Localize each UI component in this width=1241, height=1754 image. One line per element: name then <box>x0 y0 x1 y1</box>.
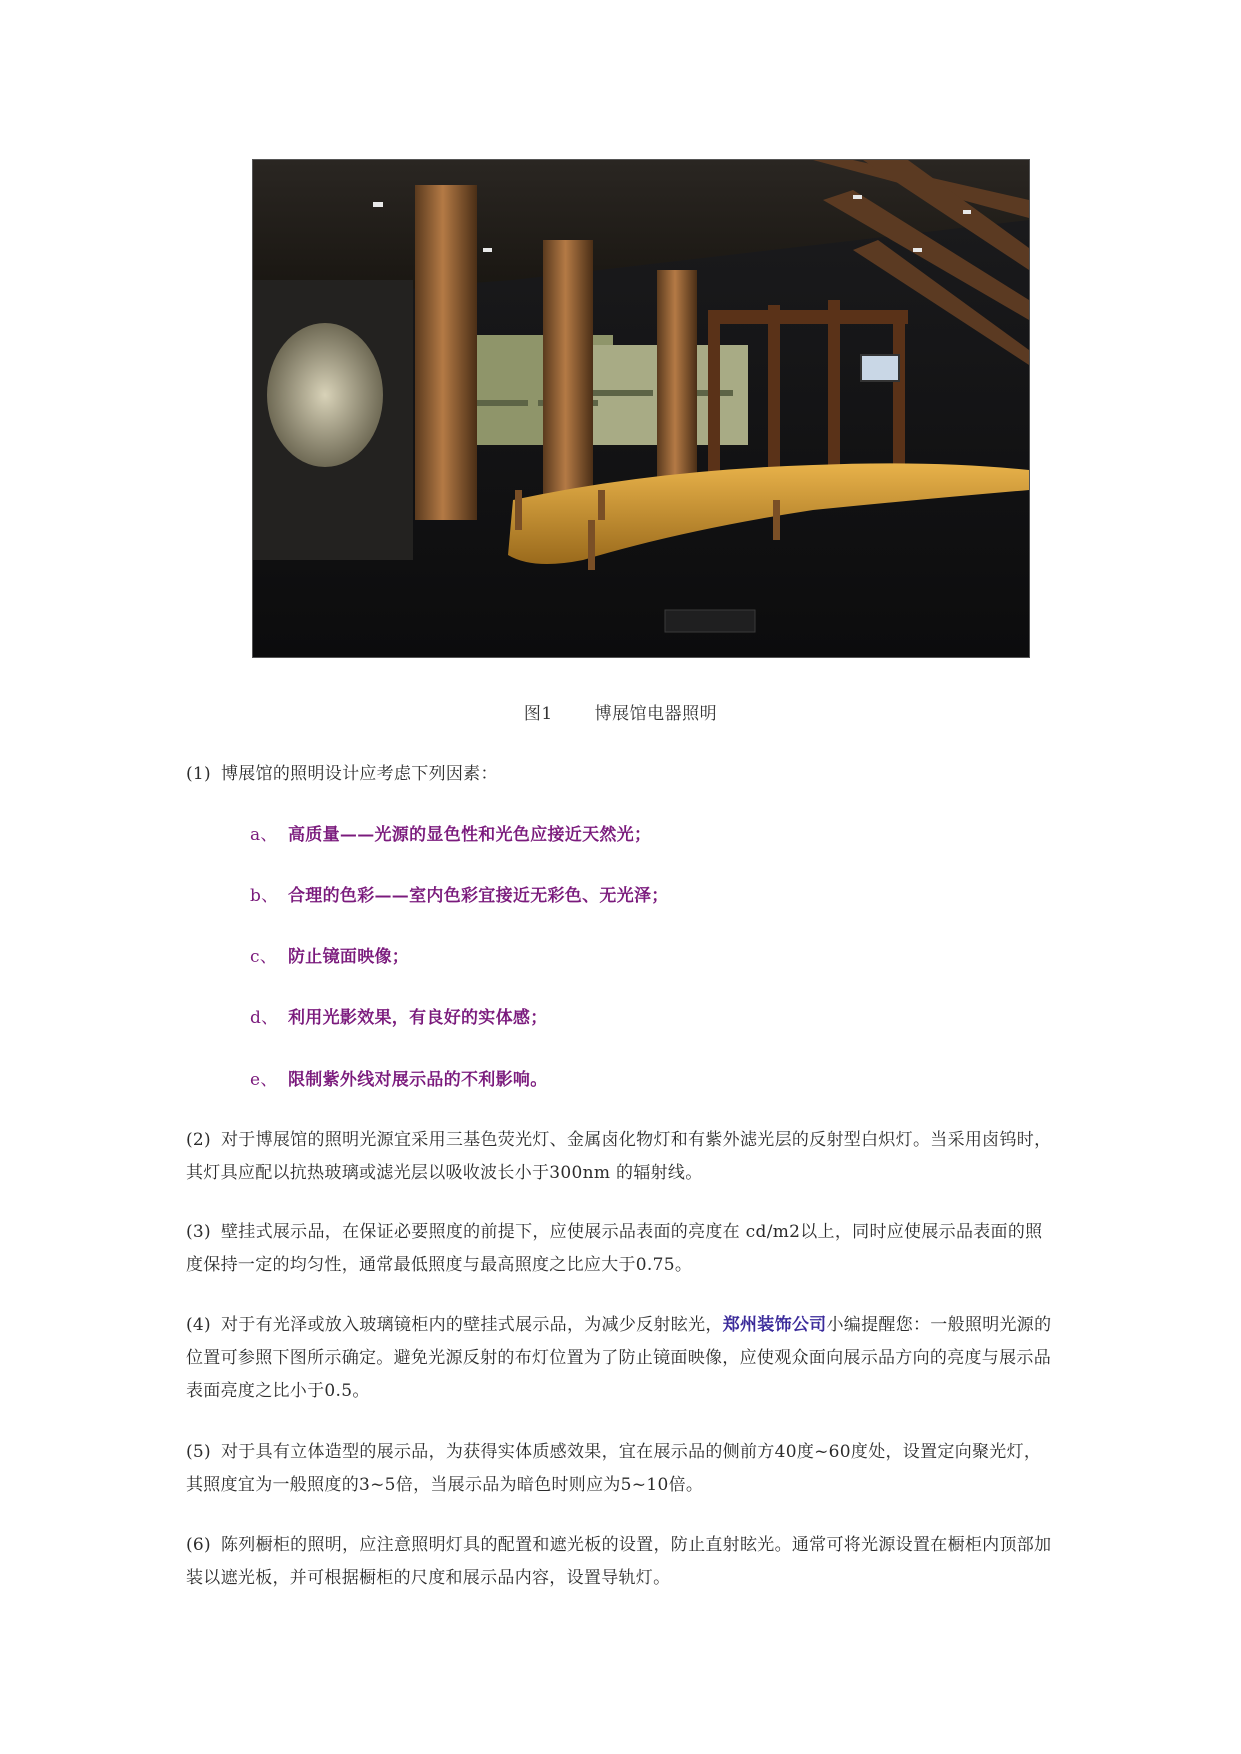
list-marker: b、 <box>250 886 279 906</box>
paragraph-number: (4) <box>186 1315 211 1335</box>
list-item-text: 高质量——光源的显色性和光色应接近天然光； <box>288 825 652 845</box>
paragraph-number: (3) <box>186 1222 211 1242</box>
paragraph-3 <box>186 1216 1056 1282</box>
paragraph-text: 对于具有立体造型的展示品，为获得实体质感效果，宜在展示品的侧前方40度~60度处，设置定向聚光灯，其照度宜为一般照度的3~5倍，当展示品为暗色时则应为5~10倍。 <box>186 1442 1042 1495</box>
paragraph-2 <box>186 1124 1056 1190</box>
paragraph-number: (1) <box>186 764 211 784</box>
list-marker: e、 <box>250 1070 278 1090</box>
paragraph-text-after-link: 小编提醒您：一般照明光源的位置可参照下图所示确定。避免光源反射的布灯位置为了防止镜面映像，应使观众面向展示品方向的亮度与展示品表面亮度之比小于0.5。 <box>186 1315 1052 1401</box>
museum-photo <box>252 159 1030 658</box>
list-item-text: 利用光影效果，有良好的实体感； <box>288 1008 548 1028</box>
paragraph-5 <box>186 1436 1056 1502</box>
paragraph-number: (5) <box>186 1442 211 1462</box>
list-item-a <box>250 823 651 847</box>
paragraph-1 <box>186 758 1056 791</box>
paragraph-text: 对于博展馆的照明光源宜采用三基色荧光灯、金属卤化物灯和有紫外滤光层的反射型白炽灯。当采用卤钨时，其灯具应配以抗热玻璃或滤光层以吸收波长小于300nm 的辐射线。 <box>186 1130 1052 1183</box>
list-item-d <box>250 1006 548 1030</box>
paragraph-4 <box>186 1309 1056 1408</box>
list-marker: c、 <box>250 947 278 967</box>
figure-caption <box>0 699 1241 724</box>
paragraph-number: (6) <box>186 1535 211 1555</box>
paragraph-text-before-link: 对于有光泽或放入玻璃镜柜内的壁挂式展示品，为减少反射眩光， <box>220 1315 723 1335</box>
list-marker: d、 <box>250 1008 279 1028</box>
paragraph-text: 博展馆的照明设计应考虑下列因素： <box>220 764 498 784</box>
paragraph-text: 陈列橱柜的照明，应注意照明灯具的配置和遮光板的设置，防止直射眩光。通常可将光源设置在橱柜内顶部加装以遮光板，并可根据橱柜的尺度和展示品内容，设置导轨灯。 <box>186 1535 1052 1588</box>
paragraph-6 <box>186 1529 1056 1595</box>
list-item-c <box>250 945 409 969</box>
list-item-text: 合理的色彩——室内色彩宜接近无彩色、无光泽； <box>288 886 669 906</box>
paragraph-number: (2) <box>186 1130 211 1150</box>
list-item-text: 防止镜面映像； <box>288 947 410 967</box>
list-item-b <box>250 884 669 908</box>
figure-title: 博展馆电器照明 <box>594 704 718 724</box>
figure-label: 图1 <box>523 704 553 724</box>
zhengzhou-decoration-link[interactable]: 郑州装饰公司 <box>722 1315 827 1335</box>
list-item-text: 限制紫外线对展示品的不利影响。 <box>288 1070 548 1090</box>
list-marker: a、 <box>250 825 278 845</box>
list-item-e <box>250 1068 548 1092</box>
paragraph-text: 壁挂式展示品，在保证必要照度的前提下，应使展示品表面的亮度在 cd/m2以上，同时应使展示品表面的照度保持一定的均匀性，通常最低照度与最高照度之比应大于0.75。 <box>186 1222 1043 1275</box>
